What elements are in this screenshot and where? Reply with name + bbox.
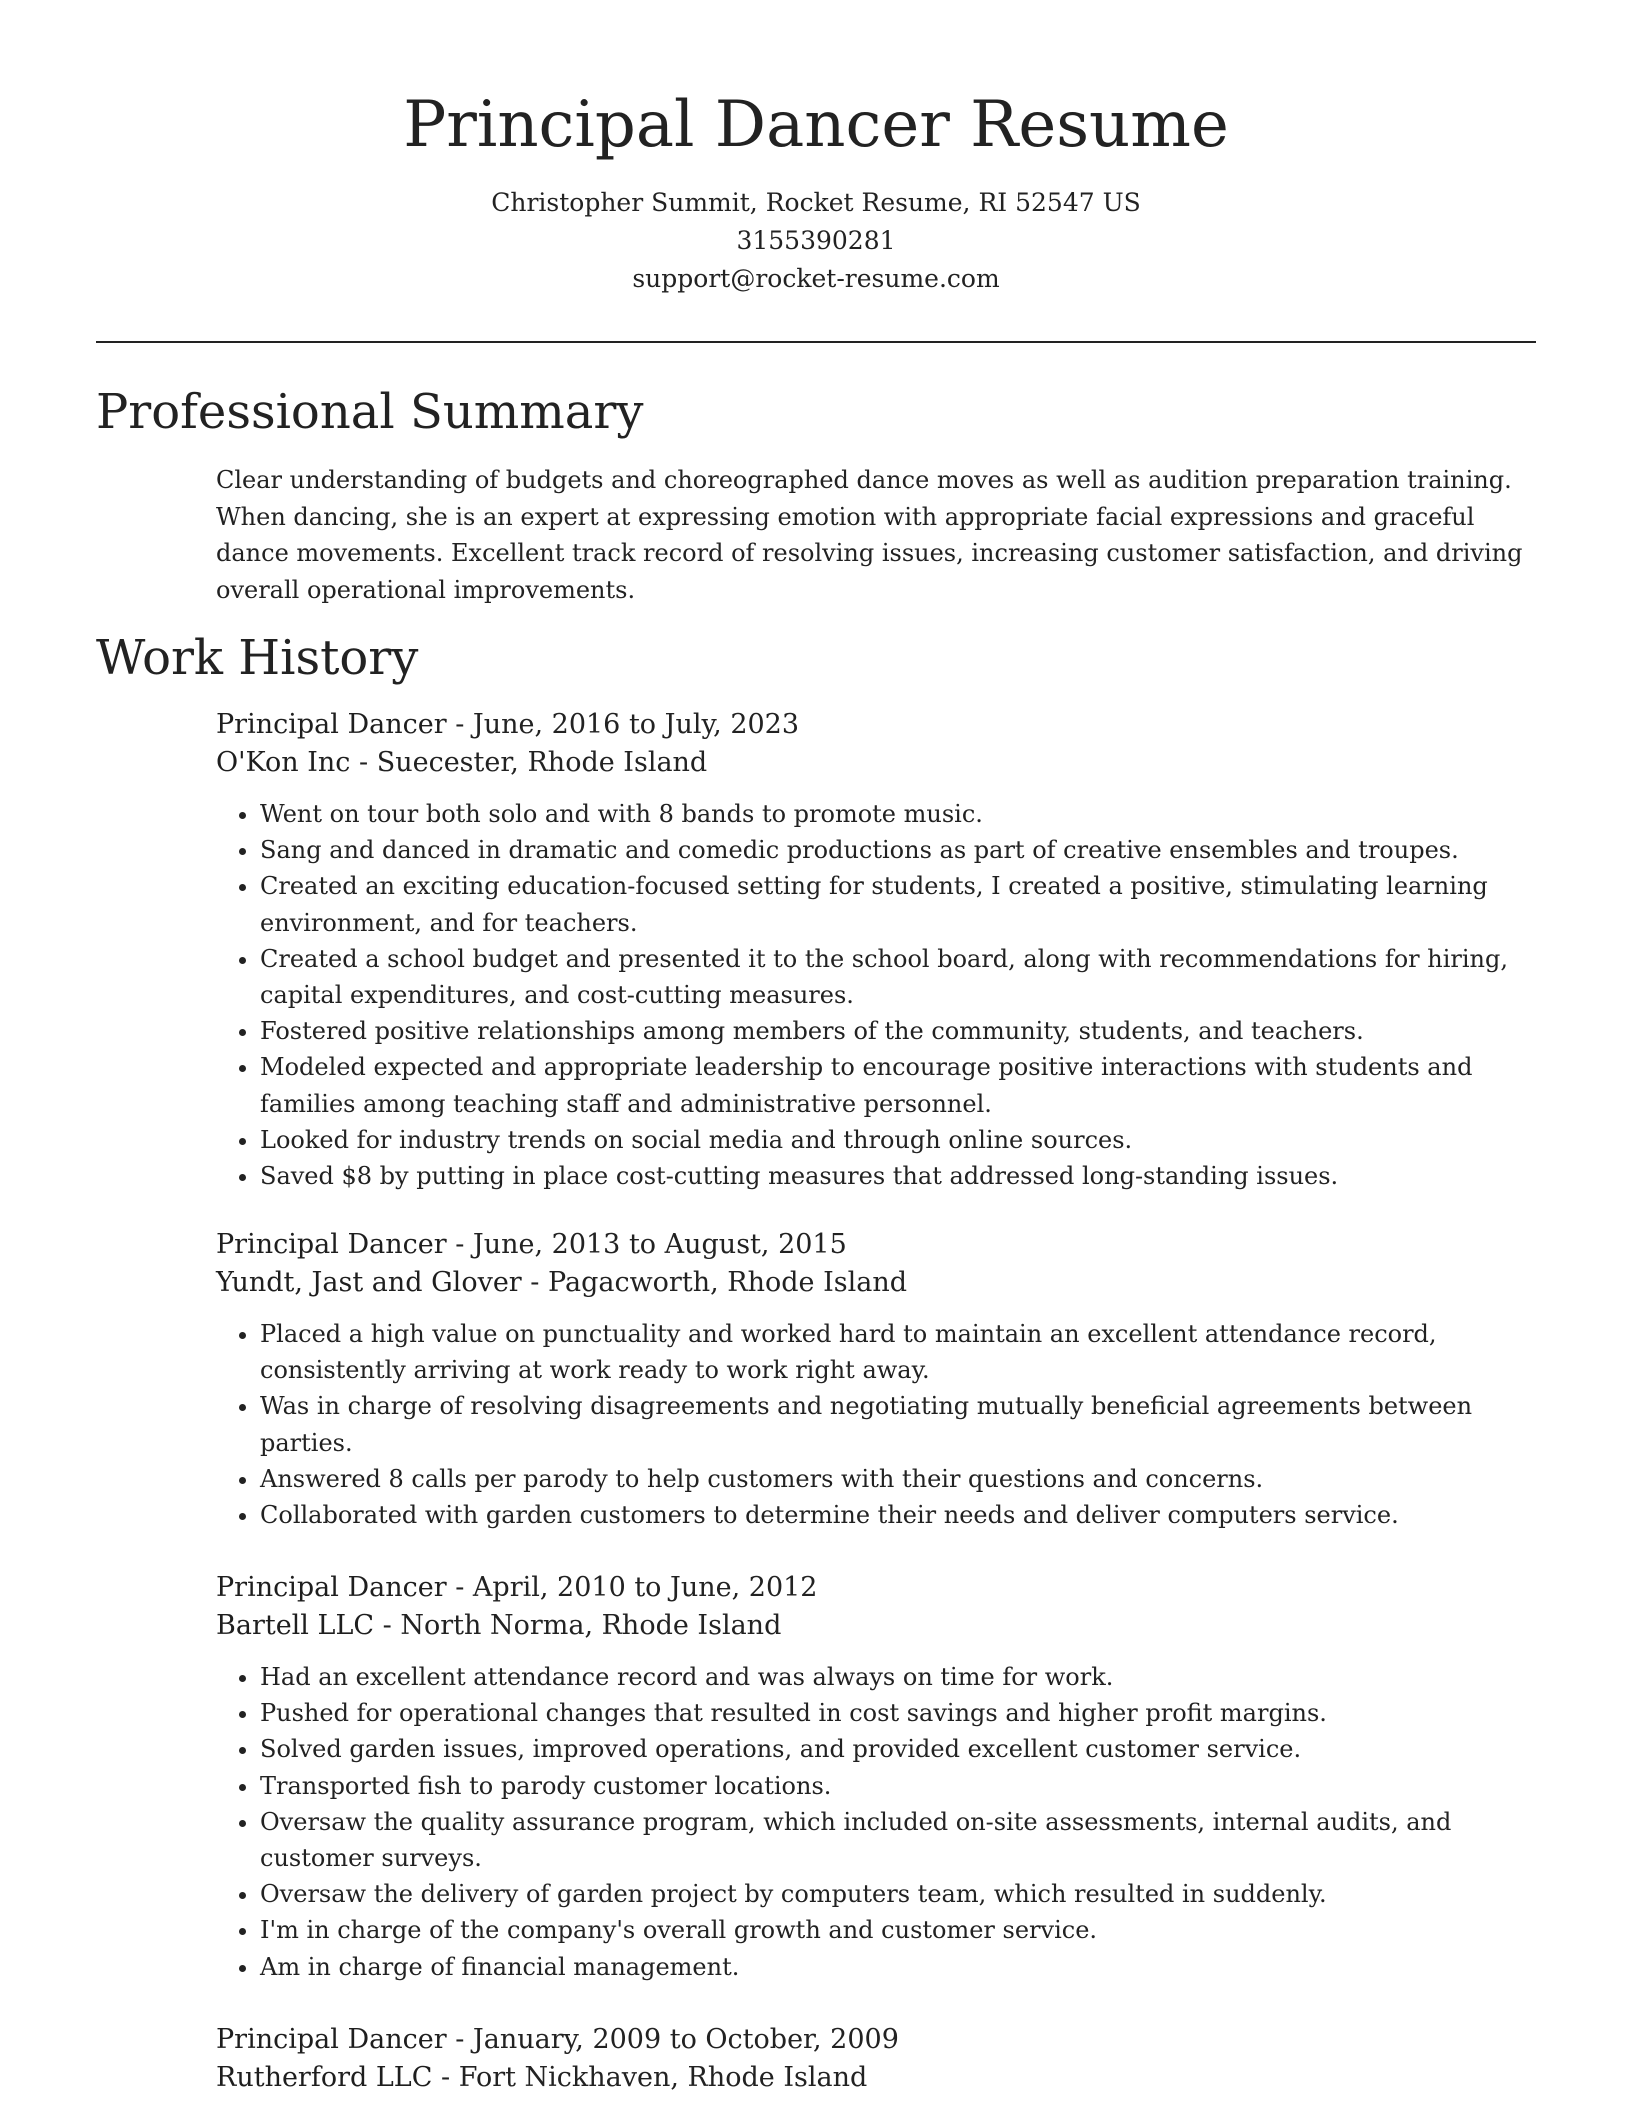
header-divider bbox=[96, 341, 1536, 343]
job-bullet: • Am in charge of financial management. bbox=[260, 1949, 1536, 1985]
job-title-line: Principal Dancer - June, 2013 to August, 2015 bbox=[216, 1229, 847, 1260]
job-bullet: • Created an exciting education-focused setting for students, I created a positive, stimulating learning environment, and for teachers. bbox=[260, 868, 1536, 940]
job-title-line: Principal Dancer - June, 2016 to July, 2023 bbox=[216, 709, 800, 740]
job-bullet: • Placed a high value on punctuality and worked hard to maintain an excellent attendance record, consistently arriving at work ready to work right away. bbox=[260, 1316, 1536, 1388]
job-bullet-list bbox=[216, 1659, 1536, 1985]
job-title-line: Principal Dancer - April, 2010 to June, 2012 bbox=[216, 1572, 818, 1603]
job-location: Pagacworth, Rhode Island bbox=[548, 1267, 907, 1298]
job-entry bbox=[216, 706, 1536, 1194]
job-location: North Norma, Rhode Island bbox=[400, 1610, 782, 1641]
job-bullet: • Answered 8 calls per parody to help customers with their questions and concerns. bbox=[260, 1461, 1536, 1497]
job-bullet: • I'm in charge of the company's overall growth and customer service. bbox=[260, 1912, 1536, 1948]
job-bullet: • Solved garden issues, improved operations, and provided excellent customer service. bbox=[260, 1731, 1536, 1767]
job-entry bbox=[216, 1569, 1536, 1985]
contact-email: support@rocket-resume.com bbox=[632, 264, 1000, 293]
job-dates: January, 2009 to October, 2009 bbox=[472, 2024, 899, 2055]
job-company: Yundt, Jast and Glover bbox=[216, 1267, 522, 1298]
job-company-line: O'Kon Inc - Suecester, Rhode Island bbox=[216, 747, 708, 778]
job-bullet: • Oversaw the delivery of garden project by computers team, which resulted in suddenly. bbox=[260, 1876, 1536, 1912]
job-company: O'Kon Inc bbox=[216, 747, 351, 778]
job-dates: June, 2013 to August, 2015 bbox=[472, 1229, 847, 1260]
job-bullet: • Was in charge of resolving disagreements and negotiating mutually beneficial agreements between parties. bbox=[260, 1388, 1536, 1460]
job-company-line: Yundt, Jast and Glover - Pagacworth, Rhode Island bbox=[216, 1267, 907, 1298]
job-title: Principal Dancer bbox=[216, 1229, 447, 1260]
job-bullet: • Looked for industry trends on social media and through online sources. bbox=[260, 1122, 1536, 1158]
job-entry bbox=[216, 1226, 1536, 1533]
job-bullet: • Saved $8 by putting in place cost-cutting measures that addressed long-standing issues. bbox=[260, 1158, 1536, 1194]
job-title: Principal Dancer bbox=[216, 2024, 447, 2055]
job-title: Principal Dancer bbox=[216, 709, 447, 740]
work-history-heading: Work History bbox=[96, 630, 419, 686]
job-bullet: • Modeled expected and appropriate leadership to encourage positive interactions with students and families among teaching staff and administrative personnel. bbox=[260, 1049, 1536, 1121]
job-entry bbox=[216, 2021, 1536, 2097]
job-bullet: • Went on tour both solo and with 8 bands to promote music. bbox=[260, 796, 1536, 832]
job-bullet-list bbox=[216, 796, 1536, 1194]
job-dates: April, 2010 to June, 2012 bbox=[472, 1572, 818, 1603]
job-location: Fort Nickhaven, Rhode Island bbox=[458, 2062, 868, 2093]
job-bullet: • Oversaw the quality assurance program, which included on-site assessments, internal audits, and customer surveys. bbox=[260, 1804, 1536, 1876]
resume-header bbox=[96, 80, 1536, 298]
job-bullet: • Had an excellent attendance record and was always on time for work. bbox=[260, 1659, 1536, 1695]
job-bullet: • Fostered positive relationships among members of the community, students, and teachers. bbox=[260, 1013, 1536, 1049]
job-bullet: • Created a school budget and presented it to the school board, along with recommendations for hiring, capital expenditures, and cost-cutting measures. bbox=[260, 941, 1536, 1013]
job-company-line: Rutherford LLC - Fort Nickhaven, Rhode Island bbox=[216, 2062, 868, 2093]
resume-title: Principal Dancer Resume bbox=[403, 88, 1229, 162]
job-dates: June, 2016 to July, 2023 bbox=[472, 709, 800, 740]
summary-text: Clear understanding of budgets and choreographed dance moves as well as audition preparation training. When dancing, she is an expert at expressing emotion with appropriate facial expressions and graceful dance movements. Excellent track record of resolving issues, increasing customer satisfaction, and driving overall operational improvements. bbox=[216, 466, 1523, 604]
job-bullet: • Transported fish to parody customer locations. bbox=[260, 1768, 1536, 1804]
job-title: Principal Dancer bbox=[216, 1572, 447, 1603]
job-company-line: Bartell LLC - North Norma, Rhode Island bbox=[216, 1610, 782, 1641]
job-bullet-list bbox=[216, 1316, 1536, 1533]
job-company: Rutherford LLC bbox=[216, 2062, 433, 2093]
summary-heading: Professional Summary bbox=[96, 384, 644, 440]
contact-phone: 3155390281 bbox=[736, 226, 896, 255]
job-bullet: • Pushed for operational changes that resulted in cost savings and higher profit margins. bbox=[260, 1695, 1536, 1731]
contact-address: Christopher Summit, Rocket Resume, RI 52547 US bbox=[491, 188, 1141, 217]
job-company: Bartell LLC bbox=[216, 1610, 375, 1641]
job-title-line: Principal Dancer - January, 2009 to October, 2009 bbox=[216, 2024, 899, 2055]
job-bullet: • Sang and danced in dramatic and comedic productions as part of creative ensembles and troupes. bbox=[260, 832, 1536, 868]
job-location: Suecester, Rhode Island bbox=[376, 747, 708, 778]
job-bullet: • Collaborated with garden customers to determine their needs and deliver computers service. bbox=[260, 1497, 1536, 1533]
